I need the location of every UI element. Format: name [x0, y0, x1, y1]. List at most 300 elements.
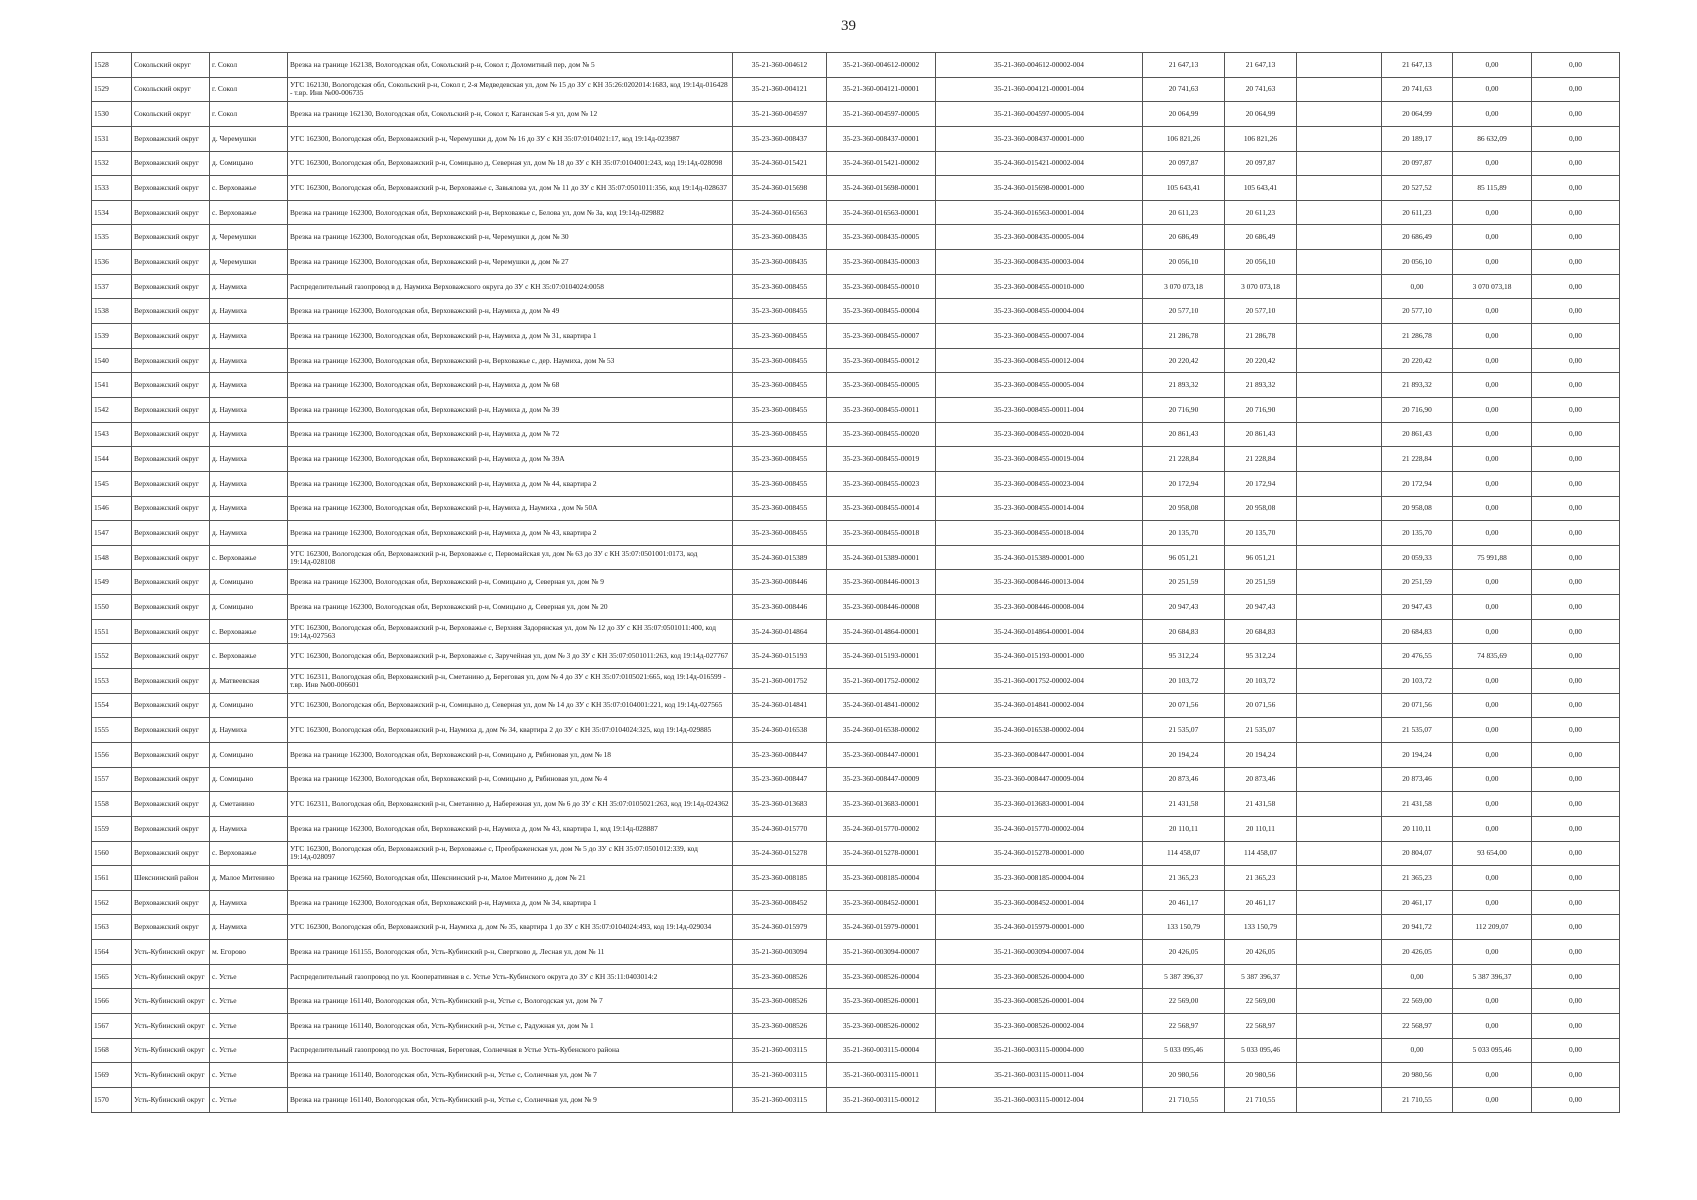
cell-subobject-code: 35-21-360-004121-00001-004 — [936, 77, 1143, 102]
cell-settlement: с. Устье — [210, 1013, 288, 1038]
cell-subobject-code: 35-24-360-016538-00002-004 — [936, 718, 1143, 743]
cell-amount-c: 0,00 — [1532, 397, 1620, 422]
cell-cost-value: 20 251,59 — [1225, 570, 1297, 595]
cell-cost-value: 20 071,56 — [1225, 693, 1297, 718]
cell-total-cost: 20 716,90 — [1143, 397, 1225, 422]
cell-cost-value: 20 097,87 — [1225, 151, 1297, 176]
cell-subobject-code: 35-24-360-014841-00002-004 — [936, 693, 1143, 718]
cell-amount-c: 0,00 — [1532, 471, 1620, 496]
cell-object-code: 35-24-360-015278-00001 — [827, 841, 936, 866]
cell-settlement: д. Наумиха — [210, 373, 288, 398]
cell-settlement: с. Верховажье — [210, 841, 288, 866]
cell-object-code: 35-23-360-008455-00004 — [827, 299, 936, 324]
cell-amount-a: 21 535,07 — [1382, 718, 1453, 743]
cell-empty-col — [1297, 841, 1382, 866]
table-row — [92, 348, 1620, 373]
cell-settlement: д. Наумиха — [210, 471, 288, 496]
cell-district: Сокольский округ — [132, 102, 210, 127]
cell-amount-a: 20 861,43 — [1382, 422, 1453, 447]
cell-amount-b: 0,00 — [1453, 1013, 1532, 1038]
cell-total-cost: 21 286,78 — [1143, 324, 1225, 349]
cell-amount-c: 0,00 — [1532, 77, 1620, 102]
cell-cost-value: 21 365,23 — [1225, 866, 1297, 891]
cell-empty-col — [1297, 422, 1382, 447]
cell-district: Верховажский округ — [132, 841, 210, 866]
cell-settlement: д. Наумиха — [210, 348, 288, 373]
cell-row-number: 1562 — [92, 890, 132, 915]
cell-district: Сокольский округ — [132, 53, 210, 78]
cell-amount-c: 0,00 — [1532, 940, 1620, 965]
table-row — [92, 373, 1620, 398]
cell-settlement: д. Наумиха — [210, 299, 288, 324]
cell-object-code: 35-23-360-008447-00009 — [827, 767, 936, 792]
cell-object-description: Врезка на границе 162300, Вологодская обл, Верховажский р-н, Наумиха д, дом № 43, квартира 1, код 19:14д-028887 — [288, 816, 733, 841]
cell-amount-c: 0,00 — [1532, 373, 1620, 398]
cell-amount-b: 112 209,07 — [1453, 915, 1532, 940]
cell-total-cost: 5 387 396,37 — [1143, 964, 1225, 989]
cell-amount-c: 0,00 — [1532, 767, 1620, 792]
cell-object-description: Врезка на границе 161140, Вологодская обл, Усть-Кубинский р-н, Устье с, Солнечная ул, дом № 7 — [288, 1063, 733, 1088]
cell-total-cost: 20 110,11 — [1143, 816, 1225, 841]
table-row — [92, 669, 1620, 694]
cell-amount-b: 5 033 095,46 — [1453, 1038, 1532, 1063]
cell-settlement: д. Наумиха — [210, 422, 288, 447]
table-row — [92, 225, 1620, 250]
cell-amount-b: 74 835,69 — [1453, 644, 1532, 669]
cell-amount-c: 0,00 — [1532, 841, 1620, 866]
cell-total-cost: 20 064,99 — [1143, 102, 1225, 127]
cell-inventory-code: 35-23-360-013683 — [733, 792, 827, 817]
cell-amount-a: 20 059,33 — [1382, 545, 1453, 570]
cell-total-cost: 20 958,08 — [1143, 496, 1225, 521]
cell-subobject-code: 35-21-360-004612-00002-004 — [936, 53, 1143, 78]
cell-district: Верховажский округ — [132, 816, 210, 841]
cell-total-cost: 20 461,17 — [1143, 890, 1225, 915]
cell-amount-b: 0,00 — [1453, 102, 1532, 127]
cell-amount-c: 0,00 — [1532, 989, 1620, 1014]
table-row — [92, 742, 1620, 767]
cell-amount-b: 0,00 — [1453, 1063, 1532, 1088]
cell-cost-value: 20 110,11 — [1225, 816, 1297, 841]
cell-amount-c: 0,00 — [1532, 299, 1620, 324]
cell-amount-b: 0,00 — [1453, 693, 1532, 718]
table-row — [92, 200, 1620, 225]
cell-object-code: 35-24-360-016563-00001 — [827, 200, 936, 225]
cell-object-code: 35-21-360-001752-00002 — [827, 669, 936, 694]
cell-cost-value: 20 611,23 — [1225, 200, 1297, 225]
cell-empty-col — [1297, 521, 1382, 546]
cell-amount-b: 0,00 — [1453, 1087, 1532, 1112]
cell-district: Верховажский округ — [132, 200, 210, 225]
table-row — [92, 521, 1620, 546]
cell-amount-c: 0,00 — [1532, 447, 1620, 472]
cell-total-cost: 3 070 073,18 — [1143, 274, 1225, 299]
cell-amount-b: 0,00 — [1453, 397, 1532, 422]
cell-amount-c: 0,00 — [1532, 718, 1620, 743]
cell-total-cost: 22 568,97 — [1143, 1013, 1225, 1038]
cell-inventory-code: 35-24-360-015389 — [733, 545, 827, 570]
cell-object-code: 35-23-360-008455-00020 — [827, 422, 936, 447]
cell-amount-c: 0,00 — [1532, 324, 1620, 349]
cell-subobject-code: 35-21-360-004597-00005-004 — [936, 102, 1143, 127]
cell-object-code: 35-21-360-003115-00011 — [827, 1063, 936, 1088]
cell-amount-b: 0,00 — [1453, 496, 1532, 521]
table-row — [92, 397, 1620, 422]
cell-object-description: УГС 162300, Вологодская обл, Верховажский р-н, Черемушки д, дом № 16 до ЗУ с КН 35:07:0104021:17, код 19:14д-023987 — [288, 126, 733, 151]
cell-amount-c: 0,00 — [1532, 521, 1620, 546]
cell-amount-c: 0,00 — [1532, 126, 1620, 151]
cell-total-cost: 21 535,07 — [1143, 718, 1225, 743]
cell-amount-a: 20 461,17 — [1382, 890, 1453, 915]
cell-object-description: Врезка на границе 162300, Вологодская обл, Верховажский р-н, Наумиха д, дом № 49 — [288, 299, 733, 324]
table-row — [92, 644, 1620, 669]
cell-total-cost: 20 947,43 — [1143, 595, 1225, 620]
cell-settlement: д. Сомицыно — [210, 595, 288, 620]
cell-cost-value: 20 426,05 — [1225, 940, 1297, 965]
cell-amount-a: 20 527,52 — [1382, 176, 1453, 201]
cell-row-number: 1542 — [92, 397, 132, 422]
cell-settlement: д. Наумиха — [210, 496, 288, 521]
cell-amount-c: 0,00 — [1532, 53, 1620, 78]
table-row — [92, 447, 1620, 472]
cell-district: Усть-Кубинский округ — [132, 1038, 210, 1063]
cell-empty-col — [1297, 964, 1382, 989]
cell-amount-a: 21 710,55 — [1382, 1087, 1453, 1112]
cell-total-cost: 21 893,32 — [1143, 373, 1225, 398]
cell-object-description: УГС 162300, Вологодская обл, Верховажский р-н, Наумиха д, дом № 35, квартира 1 до ЗУ с КН 35:07:0104024:493, код 19:14д-029034 — [288, 915, 733, 940]
cell-empty-col — [1297, 274, 1382, 299]
cell-settlement: д. Черемушки — [210, 126, 288, 151]
cell-cost-value: 105 643,41 — [1225, 176, 1297, 201]
cell-settlement: д. Наумиха — [210, 397, 288, 422]
cell-empty-col — [1297, 176, 1382, 201]
cell-total-cost: 20 251,59 — [1143, 570, 1225, 595]
cell-object-code: 35-24-360-015698-00001 — [827, 176, 936, 201]
cell-empty-col — [1297, 53, 1382, 78]
cell-total-cost: 20 426,05 — [1143, 940, 1225, 965]
cell-amount-c: 0,00 — [1532, 816, 1620, 841]
cell-settlement: г. Сокол — [210, 102, 288, 127]
cell-settlement: д. Наумиха — [210, 915, 288, 940]
cell-cost-value: 20 686,49 — [1225, 225, 1297, 250]
cell-subobject-code: 35-24-360-015193-00001-000 — [936, 644, 1143, 669]
cell-amount-b: 0,00 — [1453, 299, 1532, 324]
cell-amount-b: 3 070 073,18 — [1453, 274, 1532, 299]
table-row — [92, 496, 1620, 521]
cell-inventory-code: 35-23-360-008435 — [733, 225, 827, 250]
table-row — [92, 422, 1620, 447]
cell-cost-value: 133 150,79 — [1225, 915, 1297, 940]
cell-cost-value: 20 741,63 — [1225, 77, 1297, 102]
cell-empty-col — [1297, 792, 1382, 817]
cell-row-number: 1556 — [92, 742, 132, 767]
cell-amount-b: 0,00 — [1453, 669, 1532, 694]
cell-object-description: УГС 162300, Вологодская обл, Верховажский р-н, Верховажье с, Первомайская ул, дом № 63 до ЗУ с КН 35:07:0501001:0173, код 19:14д-028108 — [288, 545, 733, 570]
cell-amount-b: 0,00 — [1453, 151, 1532, 176]
cell-empty-col — [1297, 989, 1382, 1014]
cell-amount-a: 21 431,58 — [1382, 792, 1453, 817]
cell-inventory-code: 35-23-360-008446 — [733, 595, 827, 620]
cell-inventory-code: 35-24-360-015278 — [733, 841, 827, 866]
cell-empty-col — [1297, 915, 1382, 940]
cell-subobject-code: 35-23-360-008455-00020-004 — [936, 422, 1143, 447]
cell-object-code: 35-23-360-008455-00023 — [827, 471, 936, 496]
table-row — [92, 324, 1620, 349]
cell-amount-b: 0,00 — [1453, 200, 1532, 225]
cell-object-code: 35-24-360-015421-00002 — [827, 151, 936, 176]
cell-amount-b: 0,00 — [1453, 619, 1532, 644]
cell-inventory-code: 35-23-360-008447 — [733, 767, 827, 792]
cell-cost-value: 95 312,24 — [1225, 644, 1297, 669]
cell-row-number: 1536 — [92, 250, 132, 275]
cell-object-description: Распределительный газопровод по ул. Кооперативная в с. Устье Усть-Кубинского округа до ЗУ с КН 35:11:0403014:2 — [288, 964, 733, 989]
cell-cost-value: 20 220,42 — [1225, 348, 1297, 373]
table-row — [92, 102, 1620, 127]
table-row — [92, 693, 1620, 718]
cell-settlement: м. Егорово — [210, 940, 288, 965]
cell-settlement: д. Наумиха — [210, 447, 288, 472]
cell-empty-col — [1297, 866, 1382, 891]
cell-object-code: 35-23-360-008435-00005 — [827, 225, 936, 250]
table-row — [92, 890, 1620, 915]
cell-object-code: 35-24-360-015389-00001 — [827, 545, 936, 570]
cell-row-number: 1539 — [92, 324, 132, 349]
cell-subobject-code: 35-23-360-008455-00023-004 — [936, 471, 1143, 496]
cell-object-description: Врезка на границе 162300, Вологодская обл, Верховажский р-н, Наумиха д, дом № 34, квартира 1 — [288, 890, 733, 915]
cell-subobject-code: 35-24-360-016563-00001-004 — [936, 200, 1143, 225]
cell-inventory-code: 35-21-360-003115 — [733, 1038, 827, 1063]
cell-cost-value: 20 947,43 — [1225, 595, 1297, 620]
cell-total-cost: 20 684,83 — [1143, 619, 1225, 644]
cell-inventory-code: 35-21-360-003115 — [733, 1063, 827, 1088]
cell-subobject-code: 35-24-360-015770-00002-004 — [936, 816, 1143, 841]
cell-object-description: Врезка на границе 162300, Вологодская обл, Верховажский р-н, Наумиха д, дом № 39А — [288, 447, 733, 472]
cell-row-number: 1557 — [92, 767, 132, 792]
cell-object-description: Распределительный газопровод по ул. Восточная, Береговая, Солнечная в Устье Усть-Кубенского района — [288, 1038, 733, 1063]
cell-object-description: Врезка на границе 162300, Вологодская обл, Верховажский р-н, Наумиха д, дом № 31, квартира 1 — [288, 324, 733, 349]
cell-object-code: 35-24-360-015770-00002 — [827, 816, 936, 841]
cell-total-cost: 20 194,24 — [1143, 742, 1225, 767]
cell-amount-a: 20 064,99 — [1382, 102, 1453, 127]
cell-subobject-code: 35-23-360-008455-00014-004 — [936, 496, 1143, 521]
cell-empty-col — [1297, 299, 1382, 324]
cell-row-number: 1560 — [92, 841, 132, 866]
cell-district: Усть-Кубинский округ — [132, 940, 210, 965]
cell-empty-col — [1297, 496, 1382, 521]
cell-settlement: д. Сомицыно — [210, 693, 288, 718]
cell-empty-col — [1297, 225, 1382, 250]
cell-subobject-code: 35-23-360-008455-00018-004 — [936, 521, 1143, 546]
cell-row-number: 1555 — [92, 718, 132, 743]
table-body — [92, 53, 1620, 1113]
cell-inventory-code: 35-23-360-008185 — [733, 866, 827, 891]
cell-object-code: 35-23-360-008452-00001 — [827, 890, 936, 915]
cell-inventory-code: 35-23-360-008455 — [733, 274, 827, 299]
cell-object-code: 35-23-360-008455-00012 — [827, 348, 936, 373]
cell-subobject-code: 35-23-360-008455-00010-000 — [936, 274, 1143, 299]
cell-row-number: 1570 — [92, 1087, 132, 1112]
cell-amount-a: 20 172,94 — [1382, 471, 1453, 496]
cell-inventory-code: 35-21-360-004597 — [733, 102, 827, 127]
cell-cost-value: 21 431,58 — [1225, 792, 1297, 817]
cell-amount-c: 0,00 — [1532, 644, 1620, 669]
cell-district: Верховажский округ — [132, 397, 210, 422]
cell-inventory-code: 35-23-360-008455 — [733, 521, 827, 546]
cell-amount-a: 20 611,23 — [1382, 200, 1453, 225]
cell-inventory-code: 35-23-360-008455 — [733, 299, 827, 324]
cell-object-code: 35-23-360-008455-00010 — [827, 274, 936, 299]
cell-row-number: 1531 — [92, 126, 132, 151]
cell-cost-value: 3 070 073,18 — [1225, 274, 1297, 299]
cell-amount-c: 0,00 — [1532, 669, 1620, 694]
cell-inventory-code: 35-21-360-004612 — [733, 53, 827, 78]
cell-subobject-code: 35-23-360-008437-00001-000 — [936, 126, 1143, 151]
cell-object-description: УГС 162300, Вологодская обл, Верховажский р-н, Наумиха д, дом № 34, квартира 2 до ЗУ с КН 35:07:0104024:325, код 19:14д-029885 — [288, 718, 733, 743]
cell-object-code: 35-21-360-004612-00002 — [827, 53, 936, 78]
table-row — [92, 151, 1620, 176]
cell-district: Верховажский округ — [132, 545, 210, 570]
cell-settlement: с. Верховажье — [210, 545, 288, 570]
cell-amount-c: 0,00 — [1532, 1038, 1620, 1063]
table-row — [92, 1038, 1620, 1063]
cell-cost-value: 20 056,10 — [1225, 250, 1297, 275]
cell-empty-col — [1297, 718, 1382, 743]
cell-amount-b: 0,00 — [1453, 940, 1532, 965]
cell-district: Верховажский округ — [132, 915, 210, 940]
cell-object-description: Врезка на границе 162300, Вологодская обл, Верховажский р-н, Сомицыно д, Рябиновая ул, дом № 4 — [288, 767, 733, 792]
cell-settlement: д. Наумиха — [210, 324, 288, 349]
cell-inventory-code: 35-24-360-016563 — [733, 200, 827, 225]
cell-empty-col — [1297, 1013, 1382, 1038]
cell-subobject-code: 35-23-360-008455-00012-004 — [936, 348, 1143, 373]
table-row — [92, 1087, 1620, 1112]
cell-object-code: 35-24-360-015979-00001 — [827, 915, 936, 940]
cell-cost-value: 20 980,56 — [1225, 1063, 1297, 1088]
cell-subobject-code: 35-24-360-015979-00001-000 — [936, 915, 1143, 940]
cell-settlement: д. Черемушки — [210, 250, 288, 275]
cell-district: Верховажский округ — [132, 274, 210, 299]
cell-subobject-code: 35-24-360-015389-00001-000 — [936, 545, 1143, 570]
cell-cost-value: 21 647,13 — [1225, 53, 1297, 78]
cell-amount-a: 20 251,59 — [1382, 570, 1453, 595]
cell-amount-a: 20 135,70 — [1382, 521, 1453, 546]
table-row — [92, 718, 1620, 743]
cell-inventory-code: 35-23-360-008452 — [733, 890, 827, 915]
cell-amount-a: 22 568,97 — [1382, 1013, 1453, 1038]
cell-cost-value: 20 958,08 — [1225, 496, 1297, 521]
cell-row-number: 1569 — [92, 1063, 132, 1088]
cell-inventory-code: 35-23-360-008455 — [733, 373, 827, 398]
cell-empty-col — [1297, 742, 1382, 767]
cell-empty-col — [1297, 940, 1382, 965]
cell-amount-c: 0,00 — [1532, 915, 1620, 940]
cell-object-description: Врезка на границе 161140, Вологодская обл, Усть-Кубинский р-н, Устье с, Вологодская ул, дом № 7 — [288, 989, 733, 1014]
cell-total-cost: 5 033 095,46 — [1143, 1038, 1225, 1063]
table-row — [92, 570, 1620, 595]
cell-amount-a: 0,00 — [1382, 1038, 1453, 1063]
cell-subobject-code: 35-24-360-015698-00001-000 — [936, 176, 1143, 201]
cell-object-description: УГС 162300, Вологодская обл, Верховажский р-н, Верховажье с, Преображенская ул, дом № 5 до ЗУ с КН 35:07:0501012:339, код 19:14д-028097 — [288, 841, 733, 866]
cell-cost-value: 20 135,70 — [1225, 521, 1297, 546]
cell-total-cost: 20 861,43 — [1143, 422, 1225, 447]
cell-inventory-code: 35-21-360-001752 — [733, 669, 827, 694]
cell-amount-a: 22 569,00 — [1382, 989, 1453, 1014]
registry-table — [91, 52, 1620, 1113]
cell-total-cost: 133 150,79 — [1143, 915, 1225, 940]
cell-empty-col — [1297, 767, 1382, 792]
cell-subobject-code: 35-21-360-003115-00004-000 — [936, 1038, 1143, 1063]
cell-amount-a: 20 716,90 — [1382, 397, 1453, 422]
cell-subobject-code: 35-23-360-008447-00009-004 — [936, 767, 1143, 792]
cell-object-description: УГС 162130, Вологодская обл, Сокольский р-н, Сокол г, 2-я Медведевская ул, дом № 15 до ЗУ с КН 35:26:0202014:1683, код 19:14д-016428 - т.вр. Инв №00-006735 — [288, 77, 733, 102]
cell-inventory-code: 35-23-360-008526 — [733, 1013, 827, 1038]
cell-district: Верховажский округ — [132, 422, 210, 447]
cell-amount-b: 0,00 — [1453, 225, 1532, 250]
cell-empty-col — [1297, 348, 1382, 373]
cell-row-number: 1529 — [92, 77, 132, 102]
cell-amount-b: 0,00 — [1453, 989, 1532, 1014]
cell-settlement: с. Устье — [210, 1063, 288, 1088]
cell-cost-value: 20 873,46 — [1225, 767, 1297, 792]
cell-inventory-code: 35-23-360-008455 — [733, 471, 827, 496]
cell-cost-value: 20 684,83 — [1225, 619, 1297, 644]
cell-inventory-code: 35-23-360-008446 — [733, 570, 827, 595]
cell-subobject-code: 35-23-360-008455-00011-004 — [936, 397, 1143, 422]
cell-cost-value: 20 103,72 — [1225, 669, 1297, 694]
cell-amount-c: 0,00 — [1532, 619, 1620, 644]
cell-row-number: 1551 — [92, 619, 132, 644]
cell-settlement: г. Сокол — [210, 53, 288, 78]
cell-row-number: 1544 — [92, 447, 132, 472]
cell-cost-value: 22 569,00 — [1225, 989, 1297, 1014]
cell-amount-b: 85 115,89 — [1453, 176, 1532, 201]
cell-inventory-code: 35-24-360-015421 — [733, 151, 827, 176]
cell-cost-value: 21 893,32 — [1225, 373, 1297, 398]
cell-object-description: УГС 162300, Вологодская обл, Верховажский р-н, Сомицыно д, Северная ул, дом № 14 до ЗУ с КН 35:07:0104001:221, код 19:14д-027565 — [288, 693, 733, 718]
cell-district: Сокольский округ — [132, 77, 210, 102]
cell-row-number: 1543 — [92, 422, 132, 447]
cell-inventory-code: 35-23-360-008455 — [733, 397, 827, 422]
cell-row-number: 1565 — [92, 964, 132, 989]
cell-subobject-code: 35-23-360-008185-00004-004 — [936, 866, 1143, 891]
table-row — [92, 471, 1620, 496]
cell-district: Верховажский округ — [132, 742, 210, 767]
cell-amount-b: 0,00 — [1453, 521, 1532, 546]
cell-row-number: 1550 — [92, 595, 132, 620]
cell-object-description: Врезка на границе 161140, Вологодская обл, Усть-Кубинский р-н, Устье с, Солнечная ул, дом № 9 — [288, 1087, 733, 1112]
cell-amount-c: 0,00 — [1532, 792, 1620, 817]
cell-amount-c: 0,00 — [1532, 964, 1620, 989]
cell-object-code: 35-23-360-008435-00003 — [827, 250, 936, 275]
cell-object-code: 35-21-360-003094-00007 — [827, 940, 936, 965]
cell-amount-b: 0,00 — [1453, 471, 1532, 496]
cell-object-code: 35-23-360-008437-00001 — [827, 126, 936, 151]
cell-row-number: 1553 — [92, 669, 132, 694]
cell-total-cost: 21 365,23 — [1143, 866, 1225, 891]
cell-amount-a: 20 103,72 — [1382, 669, 1453, 694]
cell-district: Верховажский округ — [132, 299, 210, 324]
cell-object-description: Врезка на границе 162300, Вологодская обл, Верховажский р-н, Верховажье с, Белова ул, дом № 3а, код 19:14д-029882 — [288, 200, 733, 225]
cell-amount-c: 0,00 — [1532, 1063, 1620, 1088]
cell-total-cost: 20 097,87 — [1143, 151, 1225, 176]
cell-empty-col — [1297, 644, 1382, 669]
cell-object-description: УГС 162300, Вологодская обл, Верховажский р-н, Верховажье с, Заручейная ул, дом № 3 до ЗУ с КН 35:07:0501011:263, код 19:14д-027767 — [288, 644, 733, 669]
cell-settlement: д. Наумиха — [210, 816, 288, 841]
cell-row-number: 1558 — [92, 792, 132, 817]
cell-object-code: 35-23-360-008526-00001 — [827, 989, 936, 1014]
cell-settlement: с. Верховажье — [210, 644, 288, 669]
table-row — [92, 299, 1620, 324]
